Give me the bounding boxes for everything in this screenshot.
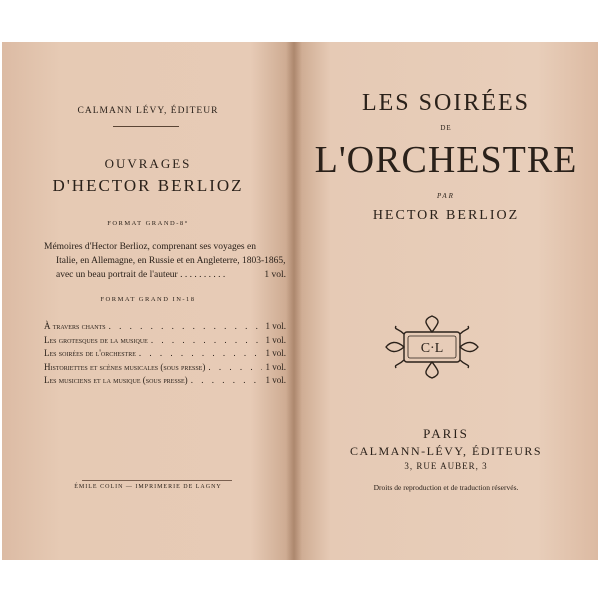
title-connector: DE: [440, 124, 452, 132]
publisher-address: 3, RUE AUBER, 3: [404, 461, 488, 471]
title-line-2: L'ORCHESTRE: [314, 139, 578, 181]
title-line-1: LES SOIRÉES: [361, 90, 530, 116]
publication-city: PARIS: [423, 426, 469, 441]
list-item: [44, 320, 286, 334]
leader-dots: [208, 361, 262, 375]
author-name: HECTOR BERLIOZ: [372, 208, 520, 223]
work-volume: 1 vol.: [265, 361, 286, 372]
work-title: Historiettes et scènes musicales (sous presse): [44, 361, 206, 372]
author-heading: D'HECTOR BERLIOZ: [52, 176, 244, 195]
list-item: [44, 361, 286, 375]
work-volume: 1 vol.: [265, 321, 286, 331]
printer-imprint: ÉMILE COLIN — IMPRIMERIE DE LAGNY: [74, 484, 222, 490]
works-list: [44, 320, 286, 388]
leader-dots: [191, 374, 263, 388]
ornament-frame-icon: [382, 312, 482, 382]
memoires-line: [44, 268, 286, 282]
publisher-monogram-ornament: [382, 312, 482, 382]
leader-dots: [139, 347, 263, 361]
header-rule: [113, 126, 179, 127]
work-volume: 1 vol.: [265, 334, 286, 345]
format-label-large: FORMAT GRAND-8°: [107, 220, 189, 227]
list-item: [44, 334, 286, 348]
work-title: Les musiciens et la musique (sous presse): [44, 375, 188, 385]
memoires-entry: [44, 240, 286, 282]
list-item: [44, 347, 286, 361]
leader-dots: [151, 334, 263, 348]
rights-notice: Droits de reproduction et de traduction réservés.: [373, 483, 519, 492]
list-item: [44, 374, 286, 388]
memoires-line: Italie, en Allemagne, en Russie et en Angleterre, 1803-1865,: [56, 256, 286, 266]
by-label: PAR: [437, 192, 455, 200]
memoires-line-text: avec un beau portrait de l'auteur . . . . . . . . . .: [56, 270, 226, 280]
work-title: Les soirées de l'orchestre: [44, 348, 136, 358]
leader-dots: [109, 320, 263, 334]
work-title: À travers chants: [44, 321, 106, 331]
footer-rule: [82, 480, 232, 481]
publisher-name: CALMANN-LÉVY, ÉDITEURS: [349, 444, 543, 458]
memoires-volume: 1 vol.: [264, 270, 286, 280]
open-book: [2, 42, 598, 560]
work-volume: 1 vol.: [265, 348, 286, 358]
work-volume: 1 vol.: [265, 375, 286, 385]
format-label-small: FORMAT GRAND IN-18: [100, 296, 196, 303]
work-title: Les grotesques de la musique: [44, 334, 148, 345]
works-heading: OUVRAGES: [104, 156, 192, 171]
memoires-line: Mémoires d'Hector Berlioz, comprenant ses voyages en: [44, 242, 256, 252]
monogram-text: C·L: [420, 341, 444, 356]
publisher-header: CALMANN LÉVY, ÉDITEUR: [77, 106, 219, 116]
